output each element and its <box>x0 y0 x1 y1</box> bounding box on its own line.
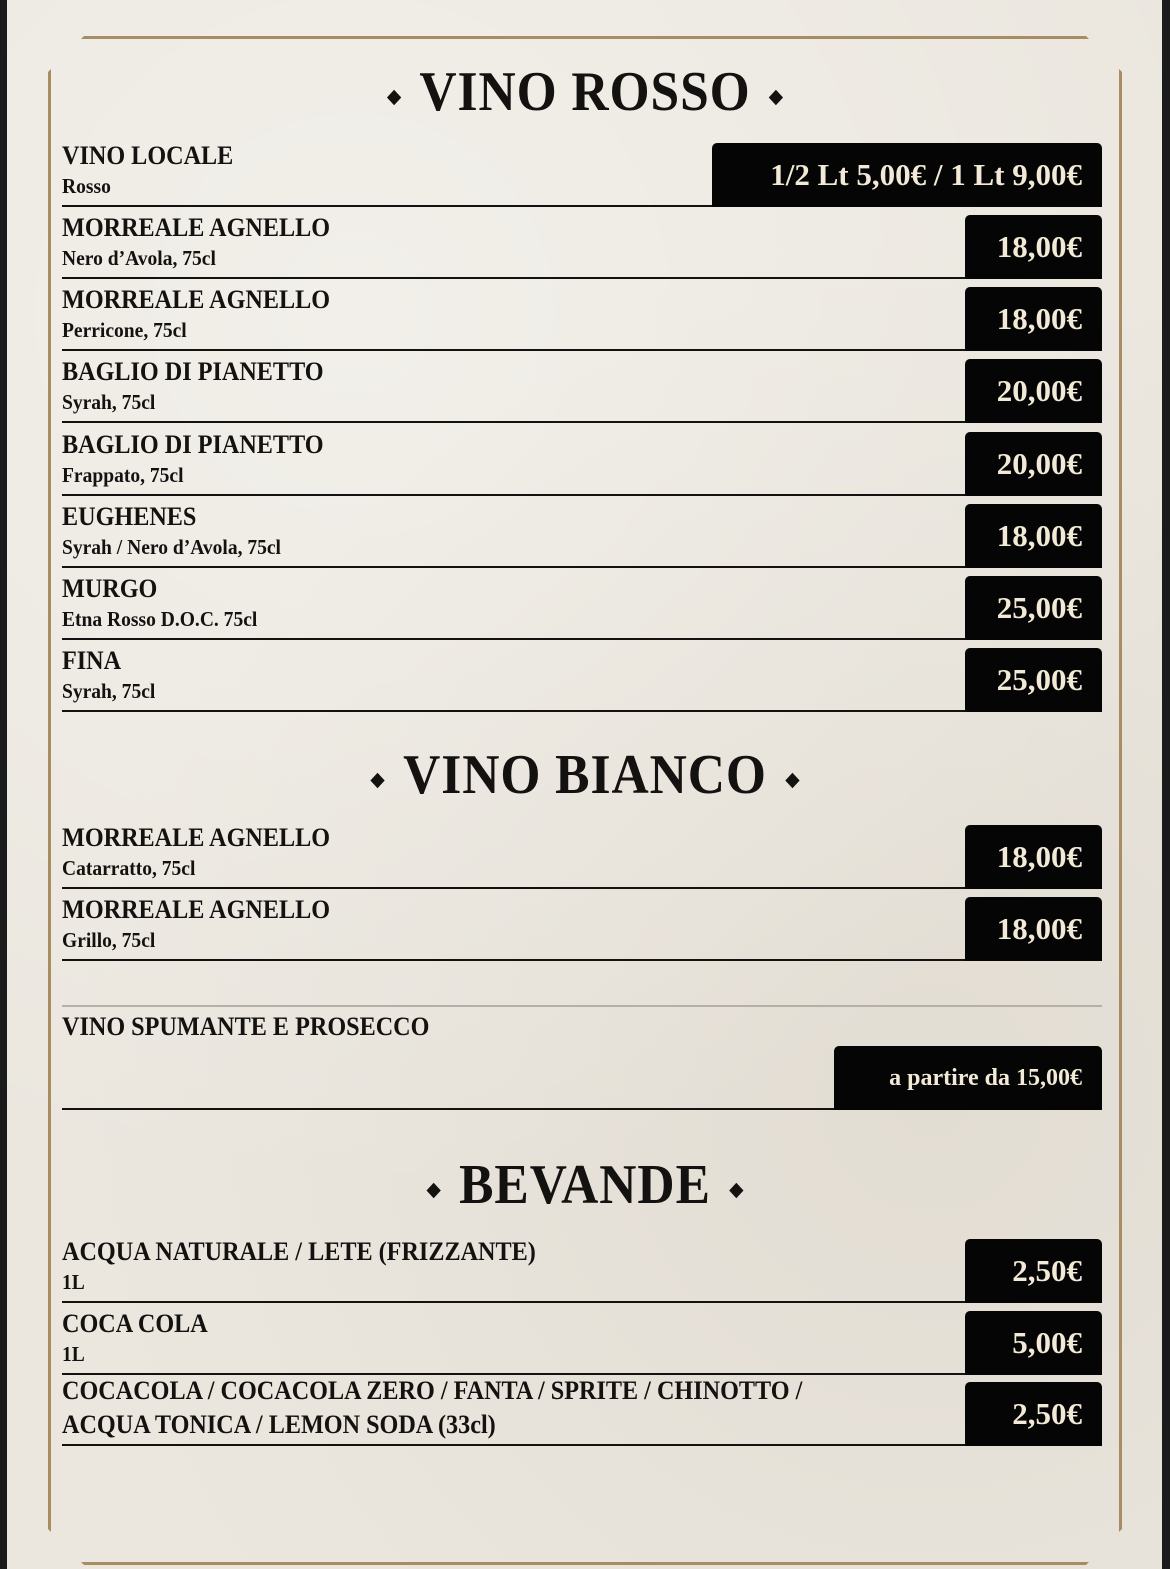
diamond-icon <box>769 89 783 105</box>
item-price: a partire da 15,00€ <box>834 1046 1102 1110</box>
menu-item <box>62 207 1102 279</box>
menu-item <box>62 1303 1102 1375</box>
menu-item <box>62 640 1102 712</box>
item-name: VINO LOCALE <box>62 141 234 170</box>
diamond-icon <box>387 89 401 105</box>
item-name: MURGO <box>62 574 158 603</box>
item-name: MORREALE AGNELLO <box>62 285 331 314</box>
menu-item <box>62 568 1102 640</box>
item-name: MORREALE AGNELLO <box>62 213 331 242</box>
menu-item <box>62 817 1102 889</box>
item-detail: Syrah, 75cl <box>62 390 156 414</box>
item-price: 18,00€ <box>965 897 1102 961</box>
item-price: 20,00€ <box>965 359 1102 423</box>
diamond-icon <box>785 772 799 788</box>
item-price: 1/2 Lt 5,00€ / 1 Lt 9,00€ <box>712 143 1102 207</box>
menu-item <box>62 1374 1102 1446</box>
divider <box>62 1005 1102 1007</box>
section-title <box>47 743 1123 807</box>
item-detail: Etna Rosso D.O.C. 75cl <box>62 607 258 631</box>
item-price: 20,00€ <box>965 432 1102 496</box>
item-price: 18,00€ <box>965 287 1102 351</box>
menu-item <box>62 889 1102 961</box>
item-detail: Grillo, 75cl <box>62 928 156 952</box>
item-price: 2,50€ <box>965 1382 1102 1446</box>
menu-item <box>62 279 1102 351</box>
item-name: EUGHENES <box>62 502 197 531</box>
item-price: 18,00€ <box>965 825 1102 889</box>
item-detail: 1L <box>62 1270 85 1294</box>
item-detail: Frappato, 75cl <box>62 463 184 487</box>
item-name: FINA <box>62 646 122 675</box>
item-name: MORREALE AGNELLO <box>62 823 331 852</box>
item-detail: 1L <box>62 1342 85 1366</box>
diamond-icon <box>371 772 385 788</box>
item-detail: ACQUA TONICA / LEMON SODA (33cl) <box>62 1410 496 1439</box>
menu-item <box>62 496 1102 568</box>
item-price: 2,50€ <box>965 1239 1102 1303</box>
menu-item <box>62 1012 1102 1110</box>
section-title-text: VINO BIANCO <box>403 744 767 806</box>
section-title-text: VINO ROSSO <box>419 61 751 123</box>
item-name: COCACOLA / COCACOLA ZERO / FANTA / SPRITE / CHINOTTO / <box>62 1376 803 1405</box>
menu-item <box>62 1231 1102 1303</box>
item-price: 18,00€ <box>965 215 1102 279</box>
item-detail: Syrah, 75cl <box>62 679 156 703</box>
item-name: MORREALE AGNELLO <box>62 895 331 924</box>
section-title-text: BEVANDE <box>459 1154 711 1216</box>
section-title <box>47 60 1123 124</box>
item-detail: Nero d’Avola, 75cl <box>62 246 216 270</box>
item-price: 5,00€ <box>965 1311 1102 1375</box>
item-name: BAGLIO DI PIANETTO <box>62 430 324 459</box>
item-name: COCA COLA <box>62 1309 208 1338</box>
item-price: 25,00€ <box>965 576 1102 640</box>
menu-item <box>62 351 1102 423</box>
section-title <box>47 1153 1123 1217</box>
item-detail: Catarratto, 75cl <box>62 856 196 880</box>
item-name: BAGLIO DI PIANETTO <box>62 357 324 386</box>
menu-item <box>62 135 1102 207</box>
item-price: 25,00€ <box>965 648 1102 712</box>
diamond-icon <box>729 1182 743 1198</box>
item-detail: Perricone, 75cl <box>62 318 187 342</box>
menu-item <box>62 424 1102 496</box>
item-price: 18,00€ <box>965 504 1102 568</box>
diamond-icon <box>427 1182 441 1198</box>
item-name: ACQUA NATURALE / LETE (FRIZZANTE) <box>62 1237 536 1266</box>
item-name: VINO SPUMANTE E PROSECCO <box>62 1012 430 1041</box>
item-detail: Rosso <box>62 174 111 198</box>
item-detail: Syrah / Nero d’Avola, 75cl <box>62 535 281 559</box>
